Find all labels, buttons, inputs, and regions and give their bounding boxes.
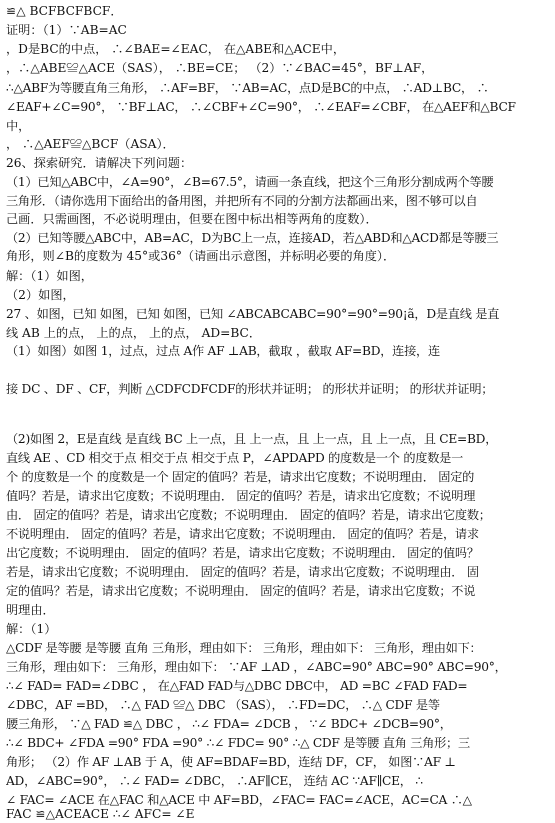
text-line: 角形，则∠B的度数为 45°或36°（请画出示意图，并标明必要的角度）． <box>6 249 396 263</box>
text-line: 出它度数；不说明理由． 固定的值吗？若是，请求出它度数；不说明理由． 固定的值吗？ <box>6 546 479 560</box>
text-line: FAC ≌△ACEACE ∴∠ AFC= ∠E <box>6 807 195 821</box>
text-line: 解：（1） <box>6 622 57 636</box>
text-line: ， ∴△AEF≌△BCF（ASA）． <box>6 137 175 151</box>
text-line: 接 DC 、DF 、CF，判断 △CDFCDFCDF的形状并证明； 的形状并证明； 的形状并证明； <box>6 382 494 396</box>
text-line: 27 、如图，已知 如图，已知 如图，已知 ∠ABCABCABC=90°=90°=90¡ã，D是直线 是直 <box>6 307 500 321</box>
text-line: （2)如图 2，E是直线 是直线 BC 上一点，且 上一点，且 上一点，且 上一点，且 CE=BD， <box>6 432 498 446</box>
text-line: ，D是BC的中点， ∴∠BAE=∠EAC， 在△ABE和△ACE中， <box>6 42 346 56</box>
text-line: 腰三角形， ∵△ FAD ≌△ DBC ， ∴∠ FDA= ∠DCB ， ∵∠ BDC+ ∠DCB=90°， <box>6 717 452 731</box>
text-line: （1）已知△ABC中，∠A=90°，∠B=67.5°，请画一条直线，把这个三角形分割成两个等腰 <box>6 175 494 189</box>
text-line: 由． 固定的值吗？若是，请求出它度数；不说明理由． 固定的值吗？若是，请求出它度数； <box>6 508 491 522</box>
text-line: 证明：（1）∵AB=AC <box>6 23 127 37</box>
text-line: ∴∠ BDC+ ∠FDA =90° FDA =90° ∴∠ FDC= 90° ∴△ CDF 是等腰 直角 三角形；三 <box>6 736 470 750</box>
text-line: 个 的度数是一个 的度数是一个 固定的值吗？若是，请求出它度数；不说明理由． 固定的 <box>6 470 475 484</box>
text-line: （1）如图）如图 1，过点，过点 A作 AF ⊥AB，截取 ，截取 AF=BD，连接，连 <box>6 344 440 358</box>
text-line: （2）如图， <box>6 288 75 302</box>
text-line: ≌△ BCFBCFBCF． <box>6 4 123 18</box>
text-line: ∠EAF+∠C=90°， ∵BF⊥AC， ∴∠CBF+∠C=90°， ∴∠EAF=∠CBF， 在△AEF和△BCF <box>6 100 516 114</box>
text-line: 角形； （2）作 AF ⊥AB 于 A，使 AF=BDAF=BD，连结 DF，CF， 如图∵AF ⊥ <box>6 755 456 769</box>
text-line: 中， <box>6 119 31 133</box>
text-line: 不说明理由． 固定的值吗？若是，请求出它度数；不说明理由． 固定的值吗？若是，请求 <box>6 527 479 541</box>
text-line: ∴∠ FAD= FAD=∠DBC ， 在△FAD FAD与△DBC DBC中， AD =BC ∠FAD FAD= <box>6 679 468 693</box>
text-line: 三角形．（请你选用下面给出的备用图，并把所有不同的分割方法都画出来，图不够可以自 <box>6 194 478 208</box>
text-line: ∴△ABF为等腰直角三角形， ∴AF=BF， ∵AB=AC，点D是BC的中点， ∴AD⊥BC， ∴ <box>6 81 489 95</box>
text-line: （2）已知等腰△ABC中，AB=AC，D为BC上一点，连接AD，若△ABD和△ACD都是等腰三 <box>6 231 499 245</box>
text-line: 己画．只需画图，不必说明理由，但要在图中标出相等两角的度数）． <box>6 212 378 226</box>
text-line: 明理由． <box>6 603 55 617</box>
text-line: ∠ FAC= ∠ACE 在△FAC 和△ACE 中 AF=BD，∠FAC= FAC=∠ACE，AC=CA ∴△ <box>6 793 472 807</box>
text-line: 值吗？若是，请求出它度数；不说明理由． 固定的值吗？若是，请求出它度数；不说明理 <box>6 489 476 503</box>
text-line: ∠DBC，AF =BD， ∴△ FAD ≌△ DBC （SAS）， ∴FD=DC， ∴△ CDF 是等 <box>6 698 440 712</box>
text-line: 若是，请求出它度数；不说明理由． 固定的值吗？若是，请求出它度数；不说明理由． 固 <box>6 565 479 579</box>
text-line: 三角形，理由如下： 三角形，理由如下： ∵AF ⊥AD ，∠ABC=90° ABC=90° ABC=90°， <box>6 660 507 674</box>
text-line: 直线 AE 、CD 相交于点 相交于点 相交于点 P，∠APDAPD 的度数是一个 的度数是一 <box>6 451 464 465</box>
text-line: ，∴△ABE≌△ACE（SAS）， ∴BE=CE； （2）∵∠BAC=45°，BF⊥AF， <box>6 61 434 75</box>
text-line: 线 AB 上的点， 上的点， 上的点， AD=BC． <box>6 326 262 340</box>
text-line: △CDF 是等腰 是等腰 直角 三角形，理由如下： 三角形，理由如下： 三角形，理由如下： <box>6 641 482 655</box>
text-line: 解：（1）如图， <box>6 269 93 283</box>
text-line: 定的值吗？若是，请求出它度数；不说明理由． 固定的值吗？若是，请求出它度数；不说 <box>6 584 476 598</box>
text-line: 26、探索研究．请解决下列问题： <box>6 156 193 170</box>
text-line: AD，∠ABC=90°， ∴∠ FAD= ∠DBC， ∴AF∥CE， 连结 AC ∵AF∥CE， ∴ <box>6 774 423 788</box>
